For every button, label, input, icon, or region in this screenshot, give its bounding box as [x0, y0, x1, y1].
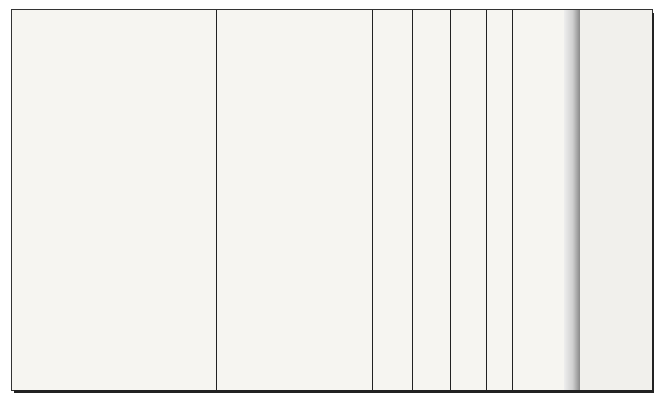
- column-rule: [450, 10, 451, 390]
- document-page: [12, 10, 652, 390]
- column-rule: [216, 10, 217, 390]
- column-rule: [372, 10, 373, 390]
- book-spine: [564, 10, 580, 390]
- right-page-fragment: [580, 10, 652, 390]
- column-rule: [512, 10, 513, 390]
- column-rule: [486, 10, 487, 390]
- column-rule: [412, 10, 413, 390]
- table-header-row: [12, 16, 652, 30]
